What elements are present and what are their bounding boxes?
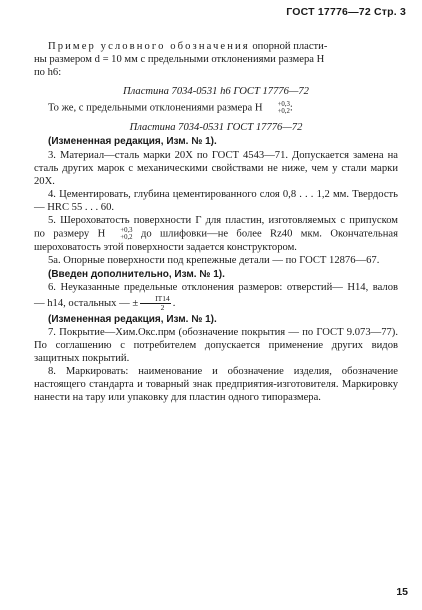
item-8: 8. Маркировать: наименование и обозначение изделия, обозначение настоящего стандарта и товарный знак предприятия-изготовителя. Маркировку нанести на тару или упаковку для пластин одного типоразмера. xyxy=(34,365,398,404)
item-6-fraction xyxy=(140,295,171,312)
item-5-tolerance xyxy=(106,227,132,241)
item-7: 7. Покрытие—Хим.Окс.прм (обозначение покрытия — по ГОСТ 9.073—77). По соглашению с потребителем допускается применение других видов защитных покрытий. xyxy=(34,326,398,364)
item-5a: 5а. Опорные поверхности под крепежные детали — по ГОСТ 12876—67. xyxy=(48,255,380,267)
example-paragraph xyxy=(34,40,398,53)
item-6-text-b: . xyxy=(172,297,176,309)
amendment-note-2: (Введен дополнительно, Изм. № 1). xyxy=(48,269,225,281)
item-6-denominator: 2 xyxy=(160,302,165,312)
example-rest: опорной пласти- xyxy=(249,41,328,52)
item-5-text-a: 5. Шероховатость поверхности Г для пластин, изготовляемых с припуском по размеру H xyxy=(34,215,398,240)
example-lead: Пример условного обозначения xyxy=(48,41,250,52)
same-text: То же, с предельными отклонениями размера H xyxy=(48,102,263,114)
item-5-text-b: до шлифовки—не более Rz40 мкм. Окончательная шероховатость этой поверхности задается конструктором. xyxy=(34,228,398,254)
amendment-note-1: (Измененная редакция, Изм. № 1). xyxy=(48,136,217,148)
item-5-tol-lower: +0,2 xyxy=(120,234,133,242)
example-line-2: ны размером d = 10 мм с предельными отклонениями размера H xyxy=(34,54,325,66)
item-3: 3. Материал—сталь марки 20Х по ГОСТ 4543—71. Допускается замена на сталь других марок с механическими свойствами не ниже, чем у стали марки 20Х. xyxy=(34,149,398,187)
tolerance-lower: +0,2 xyxy=(277,108,290,116)
same-tail: : xyxy=(289,102,293,114)
item-4: 4. Цементировать, глубина цементированного слоя 0,8 . . . 1,2 мм. Твердость — HRC 55 . . . 60. xyxy=(34,188,398,213)
item-5 xyxy=(34,214,398,254)
example-line-3: по h6: xyxy=(34,67,62,79)
page-header: ГОСТ 17776—72 Стр. 3 xyxy=(286,6,406,18)
designation-1: Пластина 7034-0531 h6 ГОСТ 17776—72 xyxy=(123,86,309,98)
amendment-note-3: (Измененная редакция, Изм. № 1). xyxy=(48,313,217,325)
document-body xyxy=(34,40,398,404)
item-6 xyxy=(34,281,398,311)
page-number: 15 xyxy=(396,586,408,598)
same-with-tolerance xyxy=(34,101,398,115)
designation-2: Пластина 7034-0531 ГОСТ 17776—72 xyxy=(129,122,303,134)
tolerance-upper: +0,3 xyxy=(277,101,290,109)
item-6-numerator: IT14 xyxy=(140,295,171,304)
tolerance-h xyxy=(264,101,290,115)
item-6-text-a: 6. Неуказанные предельные отклонения размеров: отверстий— H14, валов — h14, остальных — ± xyxy=(34,282,398,309)
item-5-tol-upper: +0,3 xyxy=(120,227,133,235)
